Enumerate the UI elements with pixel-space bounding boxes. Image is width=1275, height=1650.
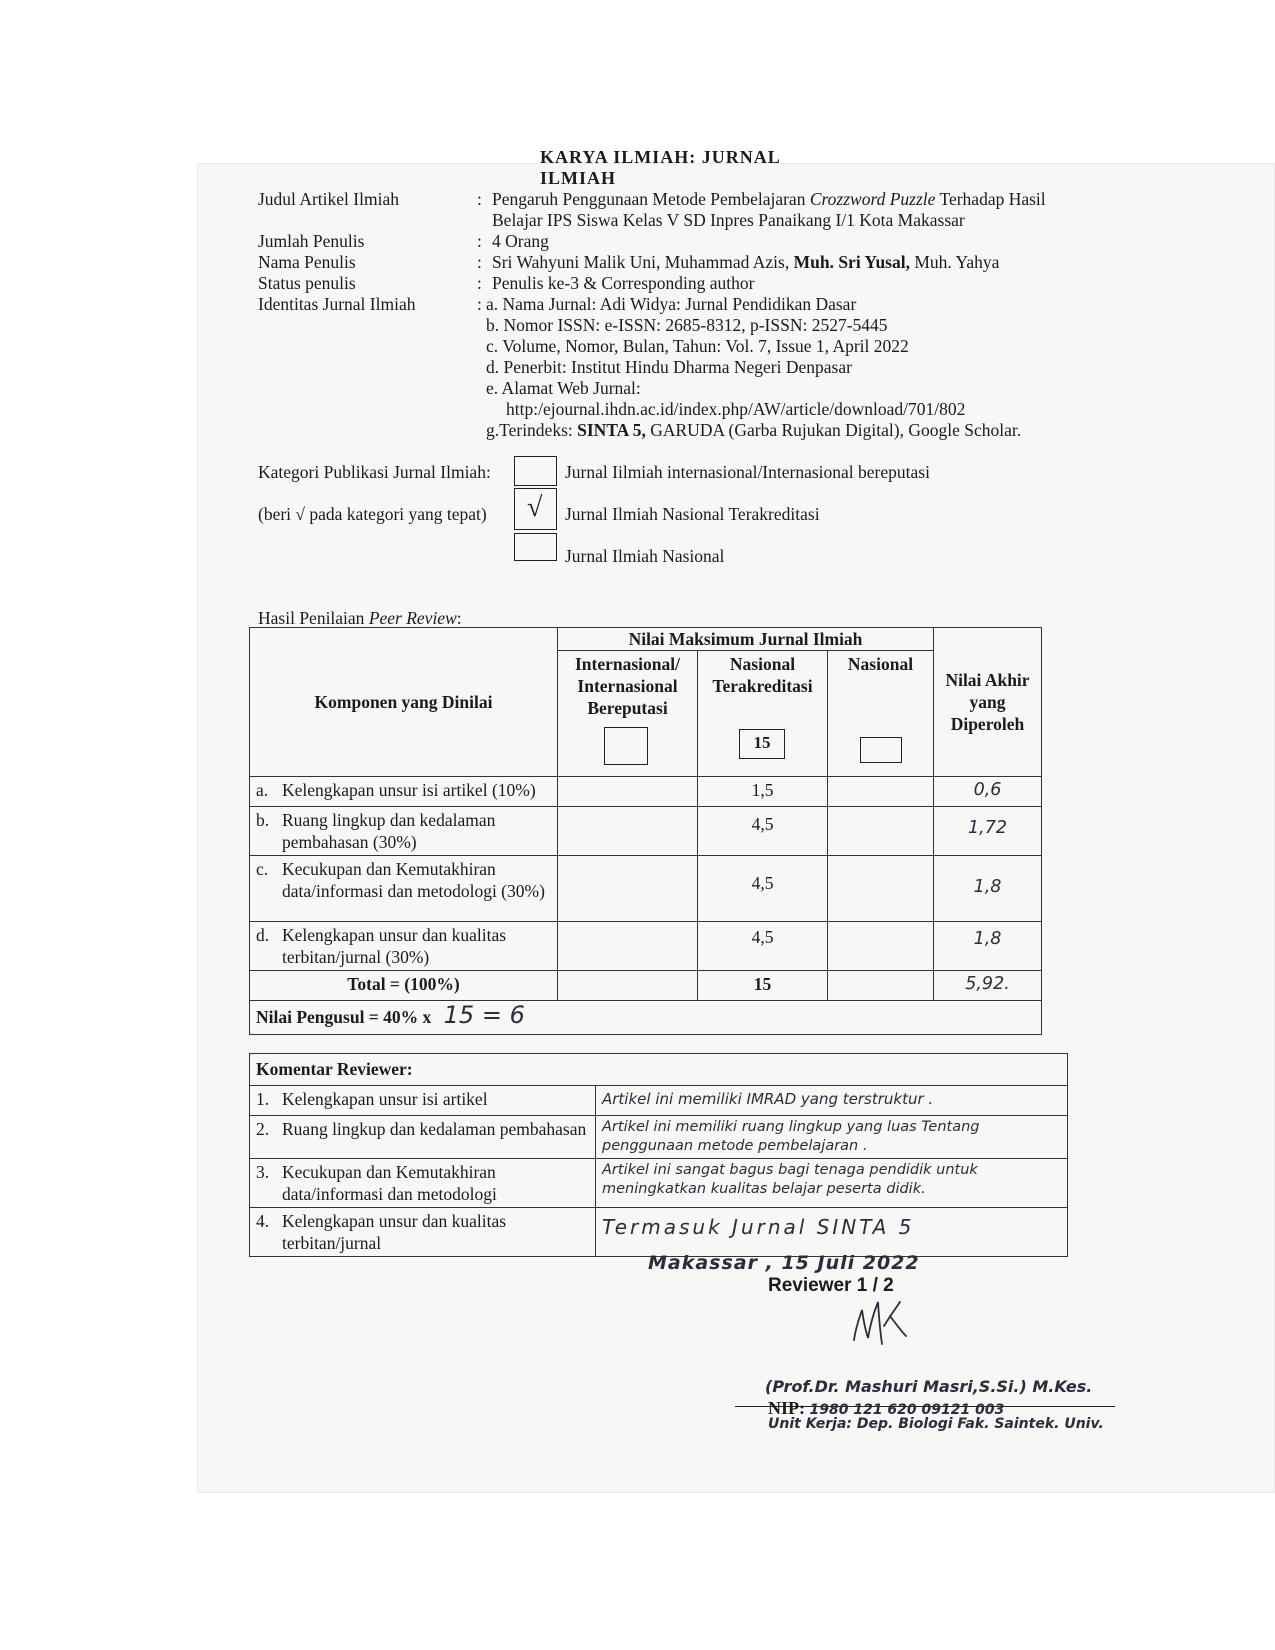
identitas-e-url: http:/ejournal.ihdn.ac.id/index.php/AW/article/download/701/802 <box>506 399 966 419</box>
col-internasional-label: Internasional/ Internasional Bereputasi <box>574 654 681 718</box>
colon: : <box>477 231 482 251</box>
jumlah-label: Jumlah Penulis <box>258 231 365 251</box>
identitas-d: d. Penerbit: Institut Hindu Dharma Negeri Denpasar <box>486 357 852 377</box>
cell-empty <box>828 856 934 922</box>
unit-handwritten: Unit Kerja: Dep. Biologi Fak. Saintek. Univ. <box>768 1416 1104 1432</box>
table-row <box>250 1208 1068 1257</box>
reviewer-name-handwritten: (Prof.Dr. Mashuri Masri,S.Si.) M.Kes. <box>765 1377 1093 1396</box>
row-number: 2. <box>256 1119 270 1139</box>
peer-review-title: Hasil Penilaian Peer Review: <box>258 608 462 628</box>
nasional-terakreditasi-box: 15 <box>739 729 785 759</box>
row-letter: c. <box>256 859 269 879</box>
comment-handwritten: Termasuk Jurnal SINTA 5 <box>596 1208 1068 1257</box>
komentar-table <box>249 1053 1068 1257</box>
reviewer-label: Reviewer 1 / 2 <box>768 1275 894 1296</box>
row-final: 1,8 <box>934 922 1042 971</box>
row-label: Kecukupan dan Kemutakhiran data/informasi dan metodologi <box>282 1162 497 1204</box>
nama-value: Sri Wahyuni Malik Uni, Muhammad Azis, Muh. Sri Yusal, Muh. Yahya <box>492 252 1000 272</box>
row-max: 4,5 <box>698 856 828 922</box>
kategori-option-nasional-terakreditasi: Jurnal Ilmiah Nasional Terakreditasi <box>565 504 820 524</box>
col-nasional-terakreditasi <box>698 651 828 777</box>
row-label: Ruang lingkup dan kedalaman pembahasan (30%) <box>282 810 496 852</box>
row-label: Kecukupan dan Kemutakhiran data/informasi dan metodologi (30%) <box>282 859 545 901</box>
identitas-g: g.Terindeks: SINTA 5, GARUDA (Garba Rujukan Digital), Google Scholar. <box>486 420 1022 440</box>
row-label: Kelengkapan unsur dan kualitas terbitan/jurnal <box>282 1211 507 1253</box>
colon: : <box>477 189 482 209</box>
nama-label: Nama Penulis <box>258 252 356 272</box>
total-max: 15 <box>698 971 828 1001</box>
kategori-checkbox-nasional-terakreditasi[interactable] <box>514 488 557 530</box>
row-label: Kelengkapan unsur isi artikel (10%) <box>282 780 536 800</box>
row-max: 4,5 <box>698 922 828 971</box>
row-label: Kelengkapan unsur isi artikel <box>282 1089 488 1109</box>
status-label: Status penulis <box>258 273 356 293</box>
colon: : <box>477 252 482 272</box>
pengusul-row <box>250 1001 1042 1035</box>
peer-review-table <box>249 627 1042 1035</box>
cell-empty <box>828 807 934 856</box>
kategori-option-nasional: Jurnal Ilmiah Nasional <box>565 546 725 566</box>
kategori-label: Kategori Publikasi Jurnal Ilmiah: <box>258 462 491 482</box>
cell-empty <box>558 807 698 856</box>
row-label: Ruang lingkup dan kedalaman pembahasan <box>282 1119 587 1139</box>
identitas-a: a. Nama Jurnal: Adi Widya: Jurnal Pendidikan Dasar <box>486 294 857 314</box>
row-letter: d. <box>256 925 270 945</box>
identitas-e: e. Alamat Web Jurnal: <box>486 378 641 398</box>
identitas-b: b. Nomor ISSN: e-ISSN: 2685-8312, p-ISSN: 2527-5445 <box>486 315 888 335</box>
table-row <box>250 1086 1068 1116</box>
page-heading: KARYA ILMIAH: JURNAL ILMIAH <box>540 147 780 188</box>
jumlah-value: 4 Orang <box>492 231 549 251</box>
komentar-title: Komentar Reviewer: <box>250 1054 1068 1086</box>
total-final: 5,92. <box>934 971 1042 1001</box>
check-mark-icon: √ <box>527 492 543 523</box>
unit-row-cut <box>768 1416 1104 1432</box>
identitas-label: Identitas Jurnal Ilmiah <box>258 294 416 314</box>
table-row <box>250 807 1042 856</box>
col-nilai-akhir: Nilai Akhir yang Diperoleh <box>934 628 1042 777</box>
table-row <box>250 922 1042 971</box>
kategori-option-internasional: Jurnal Iilmiah internasional/Internasional bereputasi <box>565 462 930 482</box>
cell-empty <box>558 971 698 1001</box>
comment-handwritten: Artikel ini sangat bagus bagi tenaga pendidik untuk meningkatkan kualitas belajar peserta didik. <box>596 1159 1068 1208</box>
cell-empty <box>558 777 698 807</box>
pengusul-label: Nilai Pengusul = 40% x <box>256 1007 432 1027</box>
comment-handwritten: Artikel ini memiliki ruang lingkup yang luas Tentang penggunaan metode pembelajaran . <box>596 1116 1068 1159</box>
row-max: 4,5 <box>698 807 828 856</box>
table-row <box>250 777 1042 807</box>
col-nasional-terakreditasi-label: Nasional Terakreditasi <box>712 654 813 696</box>
row-final: 1,8 <box>934 856 1042 922</box>
row-label: Kelengkapan unsur dan kualitas terbitan/jurnal (30%) <box>282 925 507 967</box>
kategori-checkbox-nasional[interactable] <box>514 533 557 561</box>
col-komponen: Komponen yang Dinilai <box>250 628 558 777</box>
judul-value-line1: Pengaruh Penggunaan Metode Pembelajaran Crozzword Puzzle Terhadap Hasil <box>492 189 1046 209</box>
place-date-handwritten: Makassar , 15 Juli 2022 <box>648 1252 920 1274</box>
cell-empty <box>828 971 934 1001</box>
col-internasional <box>558 651 698 777</box>
nasional-box <box>860 737 902 763</box>
judul-label: Judul Artikel Ilmiah <box>258 189 399 209</box>
table-row <box>250 856 1042 922</box>
col-nasional <box>828 651 934 777</box>
row-number: 3. <box>256 1162 270 1182</box>
col-nasional-label: Nasional <box>847 654 914 674</box>
cell-empty <box>828 922 934 971</box>
total-row <box>250 971 1042 1001</box>
internasional-box <box>604 727 648 765</box>
row-number: 4. <box>256 1211 270 1231</box>
status-value: Penulis ke-3 & Corresponding author <box>492 273 755 293</box>
table-row <box>250 1116 1068 1159</box>
total-label: Total = (100%) <box>250 971 558 1001</box>
col-nilai-maksimum: Nilai Maksimum Jurnal Ilmiah <box>558 628 934 651</box>
row-letter: b. <box>256 810 270 830</box>
pengusul-handwritten: 15 = 6 <box>443 1001 525 1029</box>
pengusul-cell <box>250 1001 1042 1035</box>
row-final: 0,6 <box>934 777 1042 807</box>
row-final: 1,72 <box>934 807 1042 856</box>
cell-empty <box>558 856 698 922</box>
row-number: 1. <box>256 1089 270 1109</box>
row-max: 1,5 <box>698 777 828 807</box>
judul-value-line2: Belajar IPS Siswa Kelas V SD Inpres Panaikang I/1 Kota Makassar <box>492 210 965 230</box>
identitas-c: c. Volume, Nomor, Bulan, Tahun: Vol. 7, Issue 1, April 2022 <box>486 336 909 356</box>
table-row <box>250 1159 1068 1208</box>
signature-scribble <box>846 1296 916 1354</box>
kategori-checkbox-internasional[interactable] <box>514 456 557 486</box>
nip-label: NIP: <box>768 1398 805 1418</box>
nip-handwritten: 1980 121 620 09121 003 <box>809 1402 1005 1418</box>
colon: : <box>477 294 482 314</box>
comment-handwritten: Artikel ini memiliki IMRAD yang terstruktur . <box>596 1086 1068 1116</box>
row-letter: a. <box>256 780 269 800</box>
cell-empty <box>828 777 934 807</box>
colon: : <box>477 273 482 293</box>
cell-empty <box>558 922 698 971</box>
kategori-hint: (beri √ pada kategori yang tepat) <box>258 504 487 524</box>
